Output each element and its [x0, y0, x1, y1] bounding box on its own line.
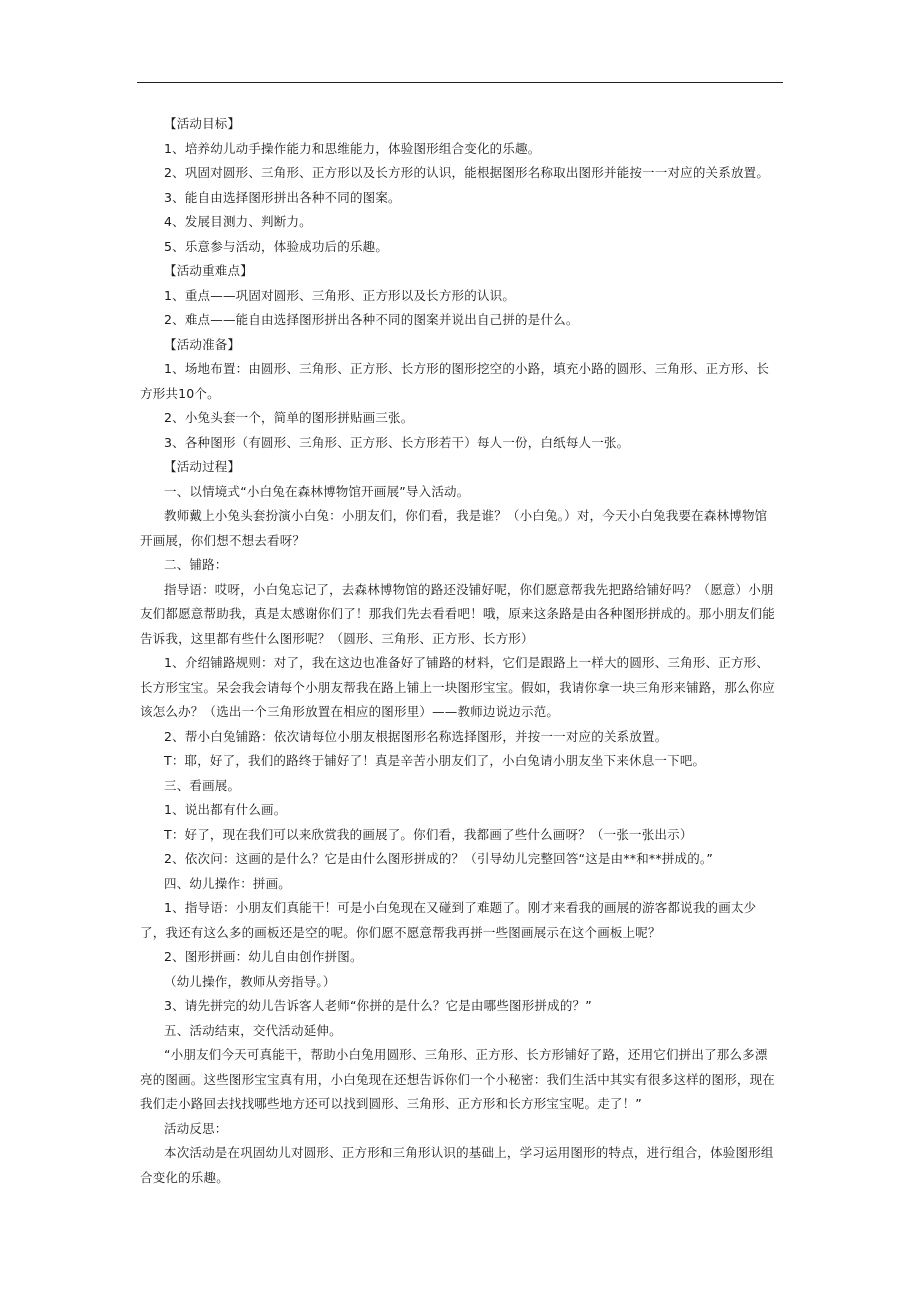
paragraph: 二、铺路： [164, 557, 228, 572]
paragraph: 本次活动是在巩固幼儿对圆形、正方形和三角形认识的基础上，学习运用图形的特点，进行组合，体验图形组合变化的乐趣。 [140, 1145, 774, 1185]
paragraph: 教师戴上小兔头套扮演小白兔：小朋友们，你们看，我是谁？（小白兔。）对，今天小白兔我要在森林博物馆开画展，你们想不想去看呀？ [140, 508, 768, 548]
paragraph: 五、活动结束，交代活动延伸。 [164, 1022, 342, 1038]
paragraph: 【活动目标】 [164, 116, 241, 131]
paragraph: 一、以情境式“小白兔在森林博物馆开画展”导入活动。 [164, 483, 470, 499]
paragraph: （幼儿操作，教师从旁指导。） [164, 973, 336, 989]
paragraph: 1、场地布置：由圆形、三角形、正方形、长方形的图形挖空的小路，填充小路的圆形、三角形、正方形、长方形共10个。 [140, 361, 770, 401]
paragraph: T：耶，好了，我们的路终于铺好了！真是辛苦小朋友们了，小白兔请小朋友坐下来休息一下吧。 [164, 753, 706, 768]
paragraph: 三、看画展。 [164, 777, 241, 793]
paragraph: 【活动重难点】 [164, 263, 253, 278]
paragraph: 3、能自由选择图形拼出各种不同的图案。 [164, 189, 401, 205]
paragraph: 2、巩固对圆形、三角形、正方形以及长方形的认识，能根据图形名称取出图形并能按一一对应的关系放置。 [164, 165, 770, 180]
paragraph: 【活动过程】 [164, 459, 241, 474]
paragraph: “小朋友们今天可真能干，帮助小白兔用圆形、三角形、正方形、长方形铺好了路，还用它们拼出了那么多漂亮的图画。这些图形宝宝真有用，小白兔现在还想告诉你们一个小秘密：我们生活中其实有很多这样的图形，现在我们走小路回去找找哪些地方还可以找到圆形、三角形、正方形和长方形宝宝呢。走了！” [140, 1047, 776, 1111]
document-body [140, 112, 780, 1190]
paragraph: 【活动准备】 [164, 336, 241, 352]
paragraph: T：好了，现在我们可以来欣赏我的画展了。你们看，我都画了些什么画呀？（一张一张出示） [164, 826, 693, 842]
paragraph: 2、帮小白兔铺路：依次请每位小朋友根据图形名称选择图形，并按一一对应的关系放置。 [164, 728, 668, 744]
paragraph: 1、重点——巩固对圆形、三角形、正方形以及长方形的认识。 [164, 287, 516, 303]
paragraph: 4、发展目测力、判断力。 [164, 214, 312, 229]
paragraph: 1、说出都有什么画。 [164, 802, 287, 817]
paragraph: 1、介绍铺路规则：对了，我在这边也准备好了铺路的材料，它们是跟路上一样大的圆形、三角形、正方形、长方形宝宝。呆会我会请每个小朋友帮我在路上铺上一块图形宝宝。假如，我请你拿一块三角形来铺路，那么你应该怎么办？（选出一个三角形放置在相应的图形里）——教师边说边示范。 [140, 655, 776, 719]
paragraph: 5、乐意参与活动，体验成功后的乐趣。 [164, 238, 389, 254]
paragraph: 1、培养幼儿动手操作能力和思维能力，体验图形组合变化的乐趣。 [164, 140, 541, 156]
paragraph: 活动反思： [164, 1120, 228, 1136]
paragraph: 1、指导语：小朋友们真能干！可是小白兔现在又碰到了难题了。刚才来看我的画展的游客都说我的画太少了，我还有这么多的画板还是空的呢。你们愿不愿意帮我再拼一些图画展示在这个画板上呢？ [140, 900, 757, 940]
paragraph: 指导语：哎呀，小白兔忘记了，去森林博物馆的路还没铺好呢，你们愿意帮我先把路给铺好吗？（愿意）小朋友们都愿意帮助我，真是太感谢你们了！那我们先去看看吧！哦，原来这条路是由各种图形拼成的。那小朋友们能告诉我，这里都有些什么图形呢？（圆形、三角形、正方形、长方形） [140, 581, 776, 646]
paragraph: 3、各种图形（有圆形、三角形、正方形、长方形若干）每人一份，白纸每人一张。 [164, 434, 630, 450]
paragraph: 2、依次问：这画的是什么？它是由什么图形拼成的？（引导幼儿完整回答“这是由**和**拼成的。” [164, 851, 714, 866]
paragraph: 2、图形拼画：幼儿自由创作拼图。 [164, 949, 363, 964]
paragraph: 2、小兔头套一个，简单的图形拼贴画三张。 [164, 410, 414, 425]
paragraph: 四、幼儿操作：拼画。 [164, 875, 292, 891]
paragraph: 3、请先拼完的幼儿告诉客人老师“你拼的是什么？它是由哪些图形拼成的？” [164, 998, 592, 1013]
paragraph: 2、难点——能自由选择图形拼出各种不同的图案并说出自己拼的是什么。 [164, 312, 579, 327]
header-rule [137, 82, 783, 83]
